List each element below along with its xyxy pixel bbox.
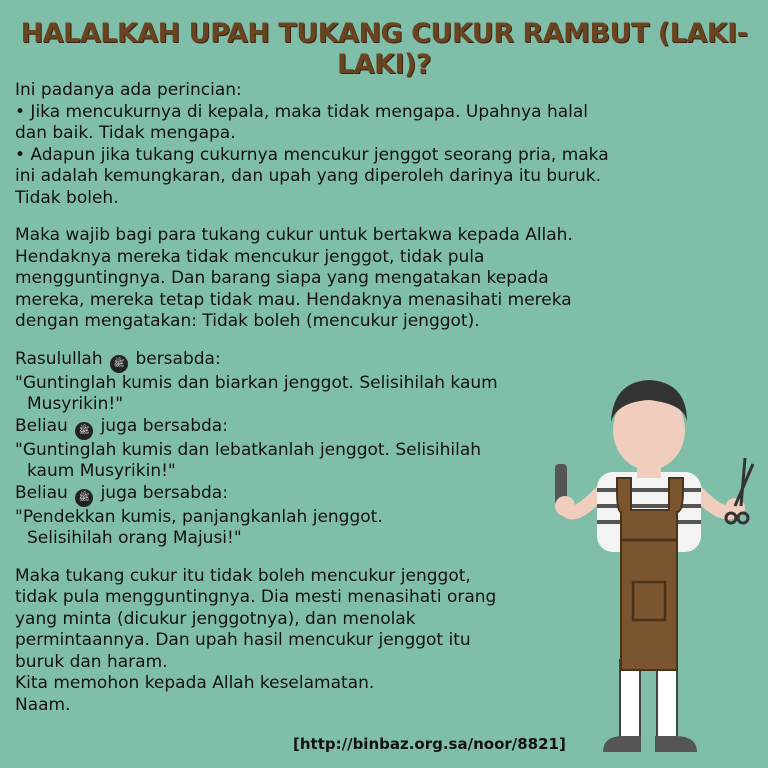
saw-honorific-icon: ﷺ: [75, 489, 93, 507]
barber-leg-right: [657, 660, 677, 738]
text-line: dan baik. Tidak mengapa.: [15, 123, 236, 143]
hadith-quote: "Pendekkan kumis, panjangkanlah jenggot.: [15, 506, 383, 527]
text-line: mengguntingnya. Dan barang siapa yang mengatakan kepada: [15, 268, 549, 288]
hadith-intro: Rasulullah ﷺ bersabda:: [15, 349, 615, 373]
text-line: permintaannya. Dan upah hasil mencukur jenggot itu: [15, 630, 471, 650]
text-line: Hendaknya mereka tidak mencukur jenggot, tidak pula: [15, 246, 485, 267]
paragraph-obligation: [15, 225, 615, 333]
page-title: HALALKAH UPAH TUKANG CUKUR RAMBUT (LAKI-LAKI)?: [20, 18, 748, 80]
paragraph-hadith: [15, 349, 615, 550]
article-body: [15, 80, 615, 716]
barber-shoe-left: [603, 736, 641, 752]
text-line: buruk dan haram.: [15, 651, 168, 672]
barber-leg-left: [620, 660, 640, 738]
scissors-icon: [726, 458, 753, 523]
hadith-quote: kaum Musyrikin!": [27, 461, 176, 481]
barber-hand-left: [555, 496, 575, 516]
barber-shoe-right: [655, 736, 697, 752]
saw-honorific-icon: ﷺ: [75, 422, 93, 440]
text-line: • Jika mencukurnya di kepala, maka tidak mengapa. Upahnya halal: [15, 101, 589, 122]
paragraph-conclusion: [15, 566, 615, 717]
text-line: Maka tukang cukur itu tidak boleh mencukur jenggot,: [15, 565, 471, 586]
barber-illustration: [545, 360, 765, 760]
hadith-quote: "Guntinglah kumis dan biarkan jenggot. Selisihilah kaum: [15, 372, 498, 393]
hadith-intro: Beliau ﷺ juga bersabda:: [15, 416, 615, 440]
text-line: yang minta (dicukur jenggotnya), dan menolak: [15, 608, 416, 629]
text-line: Naam.: [15, 694, 71, 715]
text-line: tidak pula mengguntingnya. Dia mesti menasihati orang: [15, 587, 497, 607]
text-line: ini adalah kemungkaran, dan upah yang diperoleh darinya itu buruk.: [15, 166, 601, 186]
hadith-quote: Musyrikin!": [27, 394, 124, 414]
text-line: mereka, mereka tetap tidak mau. Hendaknya menasihati mereka: [15, 289, 572, 310]
text-line: Kita memohon kepada Allah keselamatan.: [15, 673, 375, 693]
text-line: Ini padanya ada perincian:: [15, 80, 242, 100]
hadith-intro: Beliau ﷺ juga bersabda:: [15, 483, 615, 507]
saw-honorific-icon: ﷺ: [110, 355, 128, 373]
hadith-quote: Selisihilah orang Majusi!": [27, 528, 242, 548]
text-line: • Adapun jika tukang cukurnya mencukur jenggot seorang pria, maka: [15, 144, 609, 165]
paragraph-intro: [15, 80, 615, 209]
text-line: dengan mengatakan: Tidak boleh (mencukur jenggot).: [15, 311, 480, 331]
text-line: Tidak boleh.: [15, 187, 119, 208]
hadith-quote: "Guntinglah kumis dan lebatkanlah jenggot. Selisihilah: [15, 439, 482, 460]
source-link[interactable]: [http://binbaz.org.sa/noor/8821]: [293, 735, 566, 753]
text-line: Maka wajib bagi para tukang cukur untuk bertakwa kepada Allah.: [15, 225, 573, 245]
